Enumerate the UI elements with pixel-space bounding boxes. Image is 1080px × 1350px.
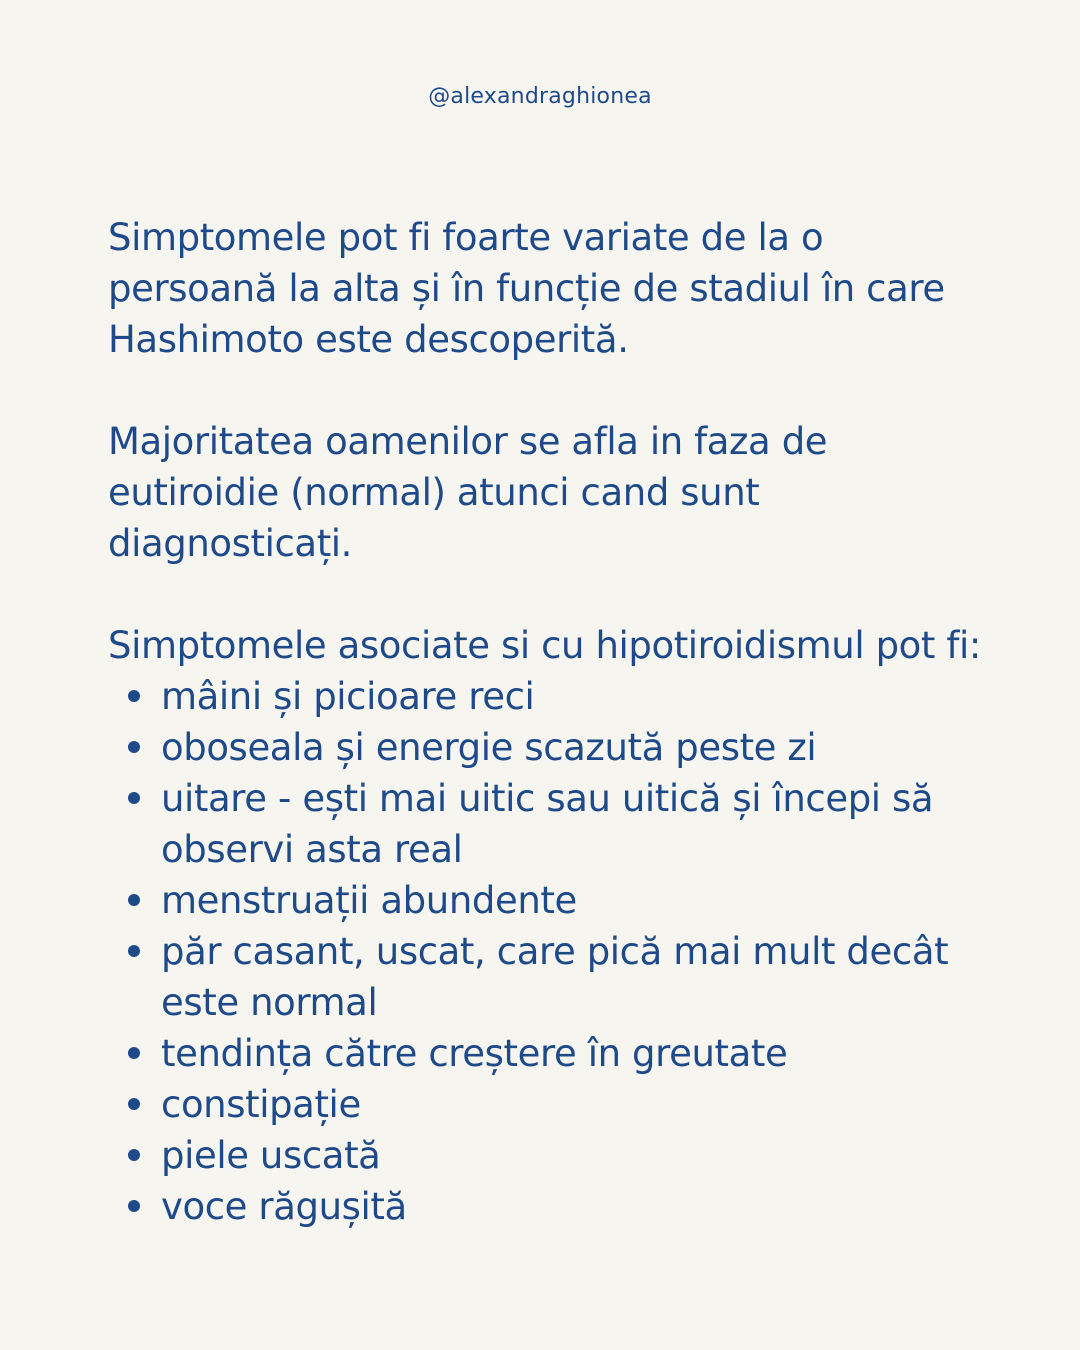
list-item <box>108 722 1008 773</box>
list-item <box>108 1130 1008 1181</box>
symptom-text: păr casant, uscat, care pică mai mult decât este normal <box>161 930 949 1024</box>
paragraph-spacer <box>108 365 1008 416</box>
bullet-icon <box>128 1098 140 1110</box>
list-item <box>108 1079 1008 1130</box>
symptom-text: piele uscată <box>161 1134 381 1177</box>
post-body <box>108 212 1008 1232</box>
author-handle: @alexandraghionea <box>428 84 652 109</box>
list-item <box>108 1028 1008 1079</box>
symptom-text: uitare - ești mai uitic sau uitică și începi să observi asta real <box>161 777 934 871</box>
symptom-text: voce răgușită <box>161 1185 407 1228</box>
symptoms-intro: Simptomele asociate si cu hipotiroidismul pot fi: <box>108 624 981 667</box>
symptom-text: constipație <box>161 1083 361 1126</box>
bullet-icon <box>128 690 140 702</box>
symptom-text: tendința către creștere în greutate <box>161 1032 788 1075</box>
symptoms-list <box>108 671 1008 1232</box>
symptom-text: menstruații abundente <box>161 879 577 922</box>
bullet-icon <box>128 894 140 906</box>
list-item <box>108 926 1008 1028</box>
bullet-icon <box>128 741 140 753</box>
paragraph-spacer <box>108 569 1008 620</box>
list-item <box>108 773 1008 875</box>
bullet-icon <box>128 1149 140 1161</box>
intro-paragraph: Simptomele pot fi foarte variate de la o persoană la alta și în funcție de stadiul în care Hashimoto este descoperită. <box>108 216 945 361</box>
bullet-icon <box>128 792 140 804</box>
bullet-icon <box>128 1200 140 1212</box>
bullet-icon <box>128 1047 140 1059</box>
symptom-text: mâini și picioare reci <box>161 675 535 718</box>
diagnosis-paragraph: Majoritatea oamenilor se afla in faza de eutiroidie (normal) atunci cand sunt diagnosticați. <box>108 420 828 565</box>
symptom-text: oboseala și energie scazută peste zi <box>161 726 817 769</box>
bullet-icon <box>128 945 140 957</box>
list-item <box>108 1181 1008 1232</box>
list-item <box>108 875 1008 926</box>
list-item <box>108 671 1008 722</box>
